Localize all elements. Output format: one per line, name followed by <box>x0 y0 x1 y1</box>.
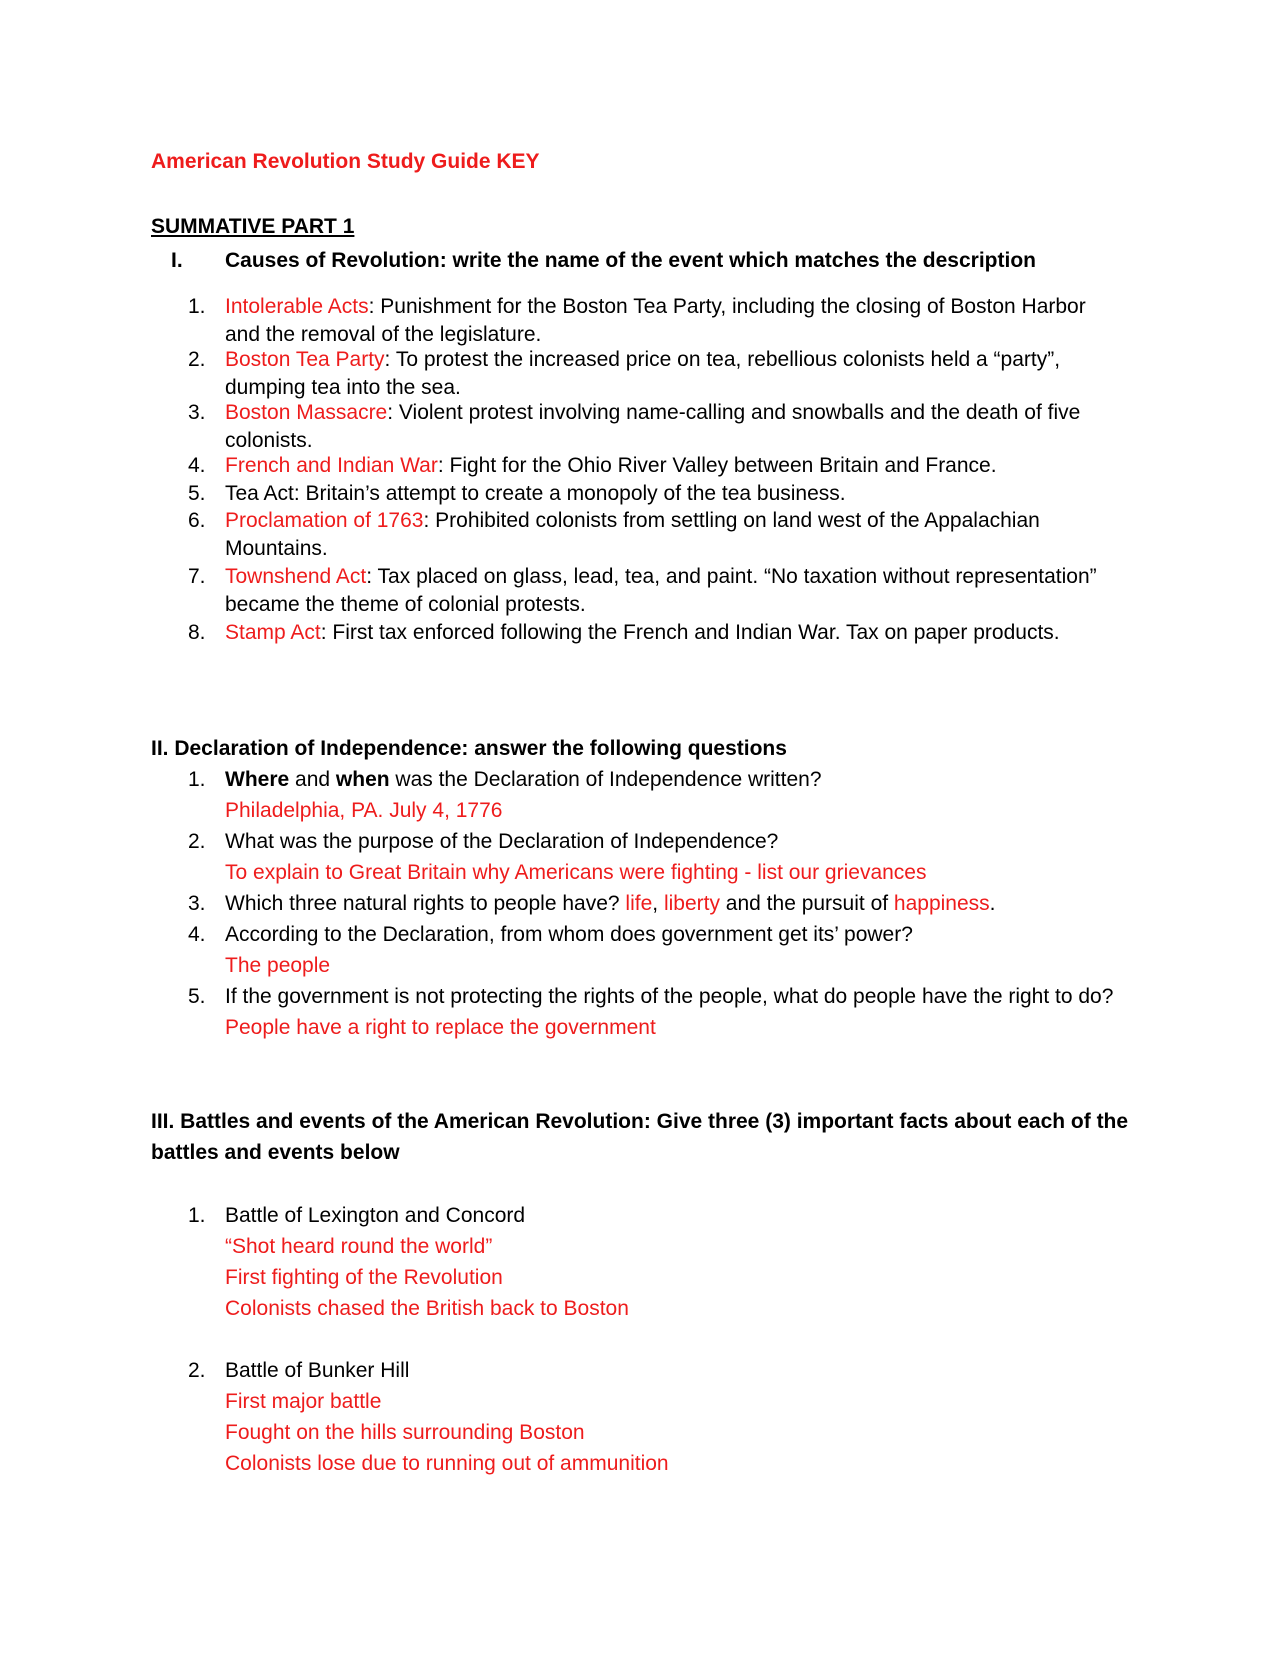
page-title: American Revolution Study Guide KEY <box>151 150 540 173</box>
question-bold-where: Where <box>225 768 290 791</box>
question-and: and <box>289 768 336 791</box>
question-rest: was the Declaration of Independence written? <box>389 768 822 791</box>
answer-life: life <box>625 892 653 915</box>
question-text: What was the purpose of the Declaration of Independence? <box>225 830 779 853</box>
section-3-heading: III. Battles and events of the American Revolution: Give three (3) important facts about each of the battles and events below <box>151 1110 1129 1164</box>
comma-text: , <box>652 892 664 915</box>
cause-item-number: 3. <box>188 401 206 424</box>
answer-liberty: liberty <box>663 892 720 915</box>
cause-description: Tea Act: Britain’s attempt to create a monopoly of the tea business. <box>225 482 846 505</box>
cause-answer: Boston Massacre <box>225 401 388 424</box>
question-number: 2. <box>188 830 206 853</box>
question-number: 4. <box>188 923 206 946</box>
cause-answer: Boston Tea Party <box>225 348 385 371</box>
cause-answer: French and Indian War <box>225 454 438 477</box>
question-number: 1. <box>188 768 206 791</box>
battle-fact: Fought on the hills surrounding Boston <box>225 1421 585 1444</box>
question-number: 3. <box>188 892 206 915</box>
question-text <box>225 768 822 791</box>
question-text: If the government is not protecting the rights of the people, what do people have the right to do? <box>225 985 1114 1008</box>
battle-fact: Colonists lose due to running out of ammunition <box>225 1452 669 1475</box>
period-text: . <box>989 892 996 915</box>
cause-answer: Proclamation of 1763 <box>225 509 424 532</box>
battle-number: 1. <box>188 1204 206 1227</box>
cause-answer: Intolerable Acts <box>225 295 369 318</box>
answer-text: People have a right to replace the government <box>225 1016 656 1039</box>
answer-text: Philadelphia, PA. July 4, 1776 <box>225 799 503 822</box>
battle-fact: Colonists chased the British back to Boston <box>225 1297 629 1320</box>
battle-fact: First major battle <box>225 1390 382 1413</box>
cause-item-number: 6. <box>188 509 206 532</box>
battle-fact: First fighting of the Revolution <box>225 1266 503 1289</box>
cause-item-number: 4. <box>188 454 206 477</box>
question-text: Which three natural rights to people have? <box>225 892 626 915</box>
cause-item-number: 2. <box>188 348 206 371</box>
answer-text: The people <box>225 954 331 977</box>
cause-answer: Stamp Act <box>225 621 321 644</box>
cause-item-number: 7. <box>188 565 206 588</box>
cause-description: : Fight for the Ohio River Valley between Britain and France. <box>437 454 997 477</box>
battle-number: 2. <box>188 1359 206 1382</box>
cause-description: : Punishment for the Boston Tea Party, including the closing of Boston Harbor and the removal of the legislature. <box>225 295 1086 346</box>
section-1-numeral: I. <box>171 249 183 272</box>
battle-name: Battle of Lexington and Concord <box>225 1204 526 1227</box>
section-1-title: Causes of Revolution: write the name of the event which matches the description <box>225 249 1036 272</box>
cause-description: : Tax placed on glass, lead, tea, and paint. “No taxation without representation” became the theme of colonial protests. <box>225 565 1097 616</box>
battle-fact: “Shot heard round the world” <box>225 1235 493 1258</box>
cause-description: : First tax enforced following the French and Indian War. Tax on paper products. <box>320 621 1060 644</box>
answer-happiness: happiness <box>893 892 990 915</box>
cause-item-number: 8. <box>188 621 206 644</box>
cause-item-number: 1. <box>188 295 206 318</box>
section-2-heading: II. Declaration of Independence: answer the following questions <box>151 737 787 760</box>
cause-description: : To protest the increased price on tea, rebellious colonists held a “party”, dumping tea into the sea. <box>225 348 1061 399</box>
cause-description: : Prohibited colonists from settling on land west of the Appalachian Mountains. <box>225 509 1040 560</box>
answer-text: To explain to Great Britain why Americans were fighting - list our grievances <box>225 861 927 884</box>
cause-item-number: 5. <box>188 482 206 505</box>
summative-heading: SUMMATIVE PART 1 <box>151 215 355 238</box>
question-bold-when: when <box>335 768 390 791</box>
question-text-continued: and the pursuit of <box>719 892 894 915</box>
question-number: 5. <box>188 985 206 1008</box>
cause-description: : Violent protest involving name-calling and snowballs and the death of five colonists. <box>225 401 1081 452</box>
cause-answer: Townshend Act <box>225 565 367 588</box>
question-text: According to the Declaration, from whom does government get its’ power? <box>225 923 913 946</box>
battle-name: Battle of Bunker Hill <box>225 1359 410 1382</box>
